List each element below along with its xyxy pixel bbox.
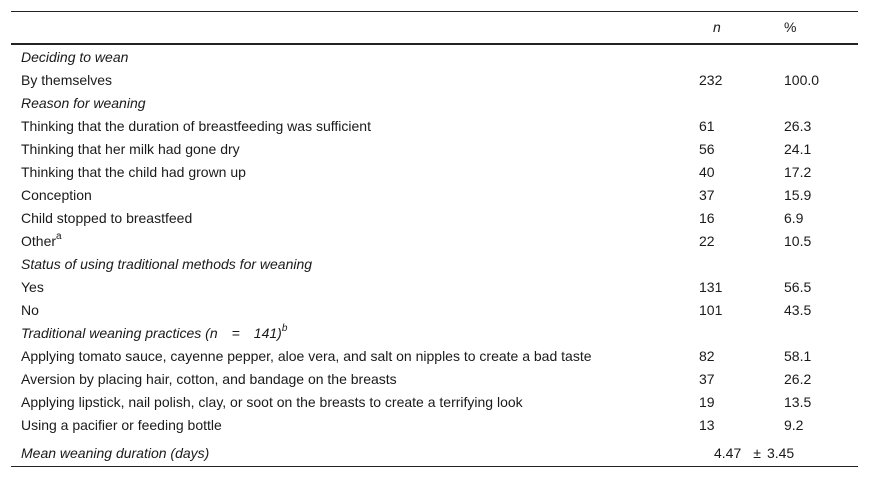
footnote-marker: b <box>281 323 288 335</box>
cell-n: 19 <box>699 394 715 410</box>
cell-percent: 13.5 <box>784 394 812 410</box>
cell-percent: 43.5 <box>784 302 812 318</box>
cell-n: 37 <box>699 187 715 203</box>
row-label: Applying lipstick, nail polish, clay, or soot on the breasts to create a terrifying look <box>21 394 523 410</box>
cell-percent: 15.9 <box>784 187 812 203</box>
row-label: Other$^a$ <box>21 231 62 249</box>
cell-n: 101 <box>699 302 723 318</box>
section-row <box>11 322 858 345</box>
section-label: Traditional weaning practices (n = 141)$^b$ <box>21 323 288 341</box>
row-label: Thinking that the duration of breastfeeding was sufficient <box>21 118 371 134</box>
table-row <box>11 276 858 299</box>
cell-percent: 6.9 <box>784 210 804 226</box>
row-label: No <box>21 302 39 318</box>
mean-value <box>714 445 794 461</box>
table-row <box>11 138 858 161</box>
table-bottom-rule <box>11 466 858 467</box>
mean-sd: 3.45 <box>766 445 795 461</box>
row-label: Thinking that her milk had gone dry <box>21 141 240 157</box>
cell-n: 232 <box>699 72 723 88</box>
row-label: Applying tomato sauce, cayenne pepper, aloe vera, and salt on nipples to create a bad taste <box>21 348 592 364</box>
cell-n: 22 <box>699 233 715 249</box>
row-label: Conception <box>21 187 92 203</box>
table-row <box>11 345 858 368</box>
row-label: Child stopped to breastfeed <box>21 210 193 226</box>
cell-percent: 100.0 <box>784 72 820 88</box>
mean-row <box>11 442 858 465</box>
cell-n: 16 <box>699 210 715 226</box>
section-label: Reason for weaning <box>21 95 146 111</box>
row-label: By themselves <box>21 72 113 88</box>
row-label: Thinking that the child had grown up <box>21 164 246 180</box>
cell-n: 61 <box>699 118 715 134</box>
table-row <box>11 207 858 230</box>
table-header <box>11 12 858 43</box>
mean-label: Mean weaning duration (days) <box>21 445 210 461</box>
footnote-marker: a <box>56 231 62 243</box>
header-percent: % <box>784 19 797 35</box>
cell-n: 82 <box>699 348 715 364</box>
cell-percent: 17.2 <box>784 164 812 180</box>
table-row <box>11 69 858 92</box>
row-label: Using a pacifier or feeding bottle <box>21 417 222 433</box>
section-row <box>11 46 858 69</box>
cell-percent: 56.5 <box>784 279 812 295</box>
cell-percent: 9.2 <box>784 417 804 433</box>
table-row <box>11 368 858 391</box>
row-label: Aversion by placing hair, cotton, and bandage on the breasts <box>21 371 397 387</box>
cell-percent: 10.5 <box>784 233 812 249</box>
table-row <box>11 161 858 184</box>
cell-n: 131 <box>699 279 723 295</box>
cell-n: 13 <box>699 417 715 433</box>
cell-n: 37 <box>699 371 715 387</box>
table-row <box>11 230 858 253</box>
cell-percent: 26.3 <box>784 118 812 134</box>
table-header-rule <box>11 43 858 45</box>
section-row <box>11 253 858 276</box>
mean-number: 4.47 <box>714 445 742 461</box>
section-row <box>11 92 858 115</box>
table-row <box>11 299 858 322</box>
cell-percent: 24.1 <box>784 141 812 157</box>
table-row <box>11 391 858 414</box>
section-label: Status of using traditional methods for weaning <box>21 256 313 272</box>
plus-minus: ± <box>753 445 761 461</box>
cell-percent: 58.1 <box>784 348 812 364</box>
table-row <box>11 115 858 138</box>
section-label: Deciding to wean <box>21 49 129 65</box>
cell-n: 40 <box>699 164 715 180</box>
cell-n: 56 <box>699 141 715 157</box>
row-label: Yes <box>21 279 44 295</box>
cell-percent: 26.2 <box>784 371 812 387</box>
table-row <box>11 414 858 437</box>
header-n: n <box>713 19 721 35</box>
table-row <box>11 184 858 207</box>
